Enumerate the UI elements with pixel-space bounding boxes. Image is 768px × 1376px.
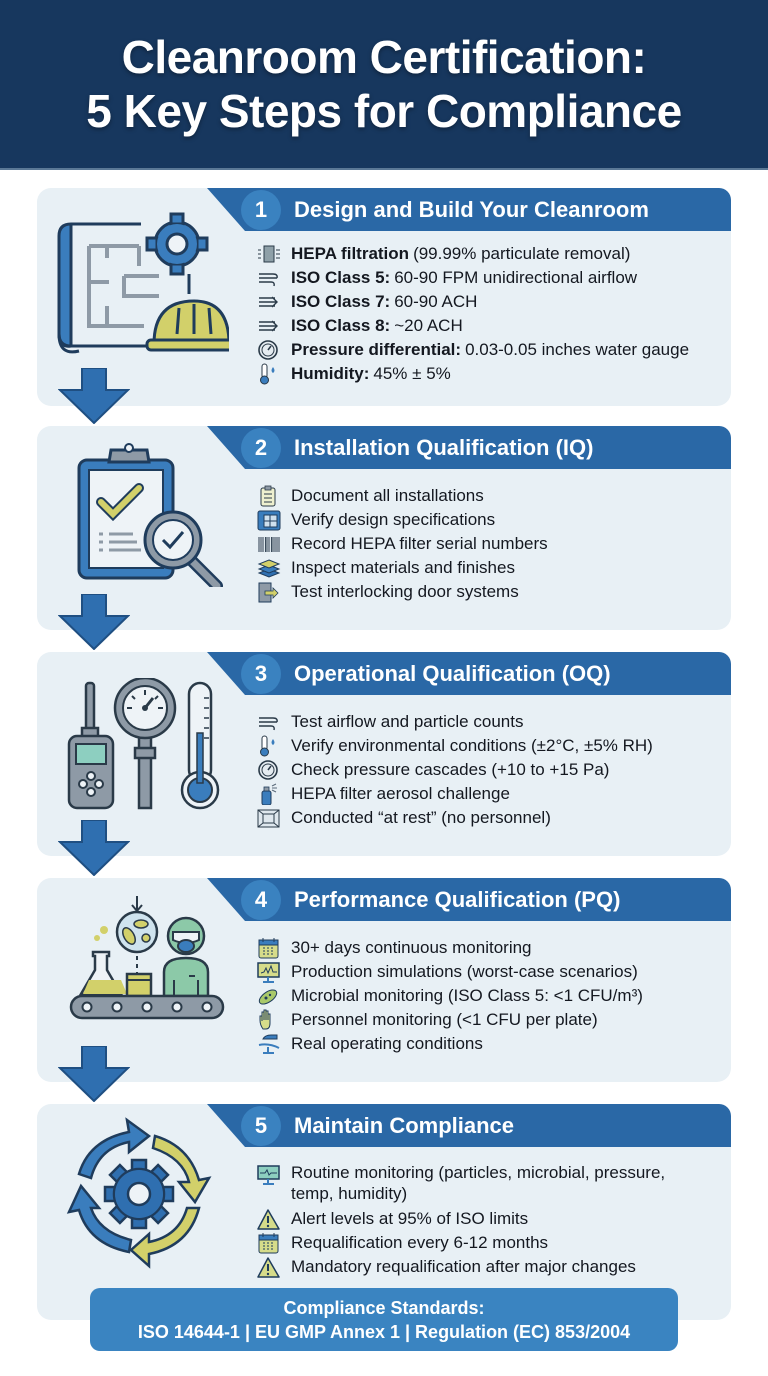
step-title: Maintain Compliance (294, 1112, 515, 1138)
calendar-icon (257, 1231, 291, 1255)
list-item: Record HEPA filter serial numbers (257, 532, 721, 556)
air-arrows-icon (257, 314, 291, 338)
list-item: Test interlocking door systems (257, 580, 721, 604)
step-title: Installation Qualification (IQ) (294, 434, 594, 460)
calendar-icon (257, 936, 291, 960)
list-item: Personnel monitoring (<1 CFU per plate) (257, 1008, 721, 1032)
blueprint-gear-hardhat-illustration (49, 206, 229, 361)
lab-conveyor-personnel-illustration (49, 890, 229, 1045)
down-arrow-icon (58, 368, 130, 424)
hand-icon (257, 1008, 291, 1032)
thermometer-drop-icon (257, 734, 291, 758)
step-items (257, 710, 721, 830)
clipboard-magnifier-illustration (49, 442, 229, 592)
list-item: Real operating conditions (257, 1032, 721, 1056)
meter-gauge-thermometer-illustration (49, 678, 229, 823)
list-item: Pressure differential: 0.03-0.05 inches water gauge (257, 338, 721, 362)
list-item: ISO Class 7: 60-90 ACH (257, 290, 721, 314)
blueprint-icon (257, 508, 291, 532)
warning-icon (257, 1255, 291, 1279)
empty-room-icon (257, 806, 291, 830)
list-item: Inspect materials and finishes (257, 556, 721, 580)
standards-heading: Compliance Standards: (283, 1297, 485, 1318)
list-item: Microbial monitoring (ISO Class 5: <1 CFU/m³) (257, 984, 721, 1008)
list-item: Mandatory requalification after major changes (257, 1255, 721, 1279)
list-item: Humidity: 45% ± 5% (257, 362, 721, 386)
thermometer-drop-icon (257, 362, 291, 386)
pressure-gauge-icon (257, 338, 291, 362)
pressure-gauge-icon (257, 758, 291, 782)
step-card-3 (37, 652, 731, 856)
list-item: ISO Class 5: 60-90 FPM unidirectional airflow (257, 266, 721, 290)
microbe-icon (257, 984, 291, 1008)
door-icon (257, 580, 291, 604)
step-items (257, 1162, 721, 1279)
clipboard-icon (257, 484, 291, 508)
step-card-2 (37, 426, 731, 630)
list-item: Production simulations (worst-case scenarios) (257, 960, 721, 984)
step-title: Operational Qualification (OQ) (294, 660, 611, 686)
list-item: Verify design specifications (257, 508, 721, 532)
page-header (0, 0, 768, 170)
step-number-badge: 1 (241, 190, 281, 230)
step-card-1 (37, 188, 731, 406)
compliance-standards-banner (90, 1288, 678, 1351)
list-item: Verify environmental conditions (±2°C, ±5% RH) (257, 734, 721, 758)
layers-icon (257, 556, 291, 580)
step-items (257, 242, 721, 386)
down-arrow-icon (58, 1046, 130, 1102)
list-item: HEPA filter aerosol challenge (257, 782, 721, 806)
down-arrow-icon (58, 820, 130, 876)
list-item: Routine monitoring (particles, microbial, pressure, temp, humidity) (257, 1162, 721, 1204)
list-item: HEPA filtration (99.99% particulate removal) (257, 242, 721, 266)
step-number-badge: 4 (241, 880, 281, 920)
list-item: ISO Class 8: ~20 ACH (257, 314, 721, 338)
page-title-line1: Cleanroom Certification: (121, 31, 647, 83)
step-title: Performance Qualification (PQ) (294, 886, 621, 912)
workstation-icon (257, 1032, 291, 1056)
step-number-badge: 2 (241, 428, 281, 468)
airflow-icon (257, 266, 291, 290)
page-title-line2: 5 Key Steps for Compliance (86, 85, 682, 137)
list-item: Alert levels at 95% of ISO limits (257, 1207, 721, 1231)
cycle-arrows-gear-illustration (49, 1112, 229, 1282)
aerosol-can-icon (257, 782, 291, 806)
down-arrow-icon (58, 594, 130, 650)
monitor-chart-icon (257, 960, 291, 984)
list-item: Document all installations (257, 484, 721, 508)
step-number-badge: 5 (241, 1106, 281, 1146)
step-card-4 (37, 878, 731, 1082)
air-arrows-icon (257, 290, 291, 314)
step-number-badge: 3 (241, 654, 281, 694)
monitor-pulse-icon (257, 1162, 291, 1204)
list-item: Conducted “at rest” (no personnel) (257, 806, 721, 830)
standards-list: ISO 14644-1 | EU GMP Annex 1 | Regulation (EC) 853/2004 (137, 1321, 631, 1342)
step-items (257, 936, 721, 1056)
step-items (257, 484, 721, 604)
airflow-icon (257, 710, 291, 734)
list-item: Check pressure cascades (+10 to +15 Pa) (257, 758, 721, 782)
step-title: Design and Build Your Cleanroom (294, 196, 649, 222)
warning-icon (257, 1207, 291, 1231)
list-item: Requalification every 6-12 months (257, 1231, 721, 1255)
barcode-icon (257, 532, 291, 556)
list-item: 30+ days continuous monitoring (257, 936, 721, 960)
list-item: Test airflow and particle counts (257, 710, 721, 734)
hepa-filter-icon (257, 242, 291, 266)
